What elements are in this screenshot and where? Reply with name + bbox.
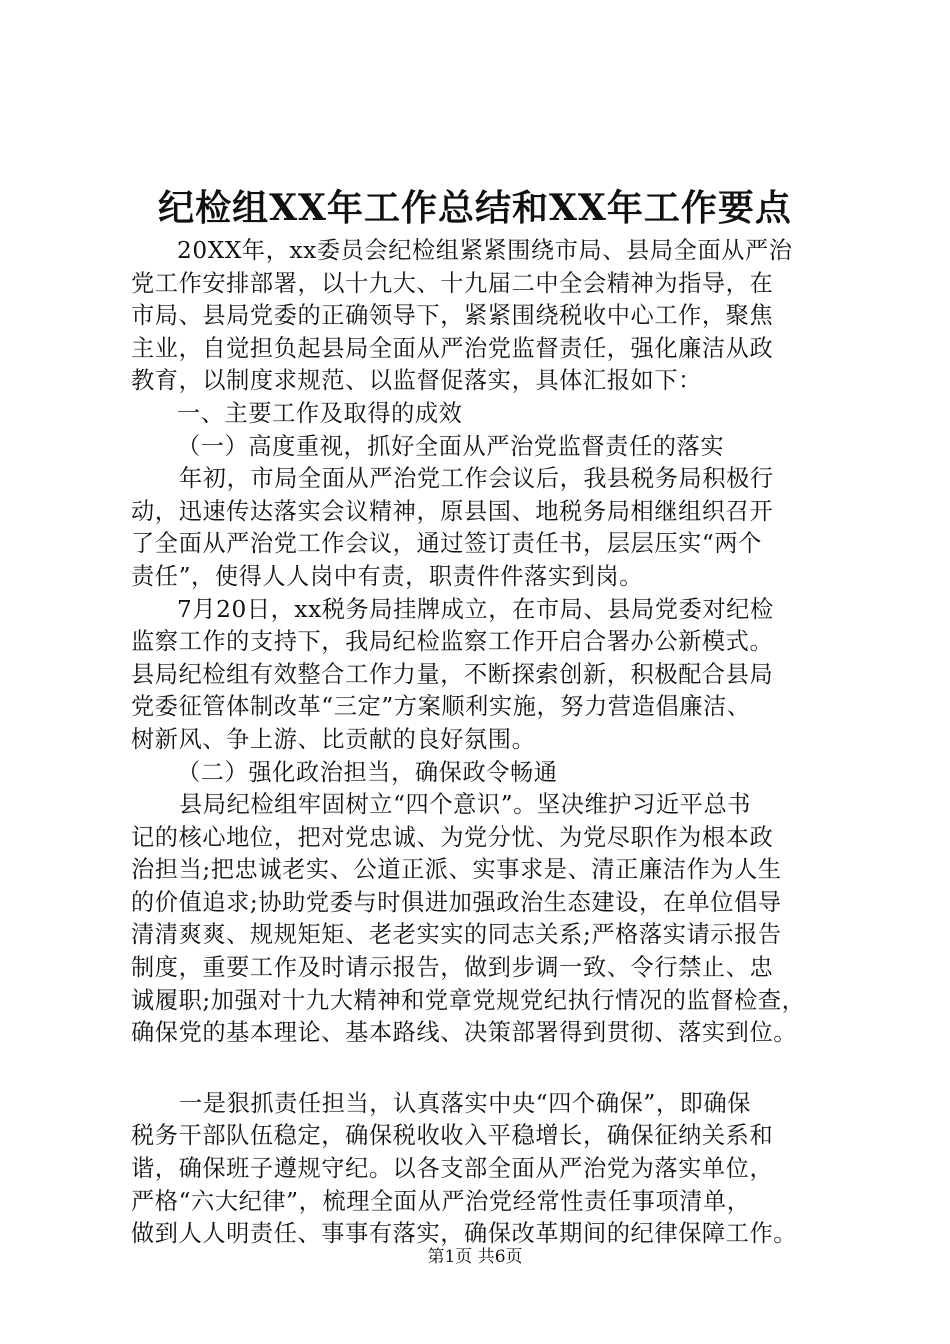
body-line: 治担当;把忠诚老实、公道正派、实事求是、清正廉洁作为人生 xyxy=(131,856,782,884)
document-body xyxy=(131,235,841,1251)
body-line: 的价值追求;协助党委与时俱进加强政治生态建设，在单位倡导 xyxy=(131,888,782,916)
body-line: 县局纪检组牢固树立“四个意识”。坚决维护习近平总书 xyxy=(179,791,752,819)
paragraph-gap xyxy=(131,1050,841,1088)
body-line: 党工作安排部署，以十九大、十九届二中全会精神为指导，在 xyxy=(131,269,774,297)
body-line: 树新风、争上游、比贡献的良好氛围。 xyxy=(131,725,536,753)
body-line: 谐，确保班子遵规守纪。以各支部全面从严治党为落实单位， xyxy=(131,1155,774,1183)
body-line: 税务干部队伍稳定，确保税收收入平稳增长，确保征纳关系和 xyxy=(131,1122,774,1150)
body-line: 严格“六大纪律”，梳理全面从严治党经常性责任事项清单， xyxy=(131,1187,751,1215)
body-line: 了全面从严治党工作会议，通过签订责任书，层层压实“两个 xyxy=(131,530,762,558)
body-line: 县局纪检组有效整合工作力量，不断探索创新，积极配合县局 xyxy=(131,660,774,688)
body-line: 记的核心地位，把对党忠诚、为党分忧、为党尽职作为根本政 xyxy=(131,823,774,851)
section-heading: 一、主要工作及取得的成效 xyxy=(177,399,463,427)
body-line: 一是狠抓责任担当，认真落实中央“四个确保”，即确保 xyxy=(179,1089,752,1117)
body-line: 做到人人明责任、事事有落实，确保改革期间的纪律保障工作。 xyxy=(131,1220,798,1248)
body-line: 诚履职;加强对十九大精神和党章党规党纪执行情况的监督检查， xyxy=(131,986,806,1014)
subsection-heading: （一）高度重视，抓好全面从严治党监督责任的落实 xyxy=(177,432,725,460)
body-line: 年初，市局全面从严治党工作会议后，我县税务局积极行 xyxy=(179,465,774,493)
subsection-heading: （二）强化政治担当，确保政令畅通 xyxy=(177,758,558,786)
body-line: 主业，自觉担负起县局全面从严治党监督责任，强化廉洁从政 xyxy=(131,334,774,362)
body-line: 清清爽爽、规规矩矩、老老实实的同志关系;严格落实请示报告 xyxy=(131,921,782,949)
document-title: 纪检组XX年工作总结和XX年工作要点 xyxy=(158,187,792,229)
body-line: 20XX年，xx委员会纪检组紧紧围绕市局、县局全面从严治 xyxy=(177,237,793,264)
body-line: 确保党的基本理论、基本路线、决策部署得到贯彻、落实到位。 xyxy=(131,1019,798,1047)
body-line: 7月20日，xx税务局挂牌成立，在市局、县局党委对纪检 xyxy=(177,595,774,623)
body-line: 责任”，使得人人岗中有责，职责件件落实到岗。 xyxy=(131,562,643,590)
page-number-footer: 第1页 共6页 xyxy=(427,1247,523,1267)
body-line: 监察工作的支持下，我局纪检监察工作开启合署办公新模式。 xyxy=(131,628,774,656)
body-line: 动，迅速传达落实会议精神，原县国、地税务局相继组织召开 xyxy=(131,497,774,525)
body-line: 党委征管体制改革“三定”方案顺利实施，努力营造倡廉洁、 xyxy=(131,693,751,721)
body-line: 制度，重要工作及时请示报告，做到步调一致、令行禁止、忠 xyxy=(131,954,774,982)
body-line: 教育，以制度求规范、以监督促落实，具体汇报如下： xyxy=(131,367,702,395)
body-line: 市局、县局党委的正确领导下，紧紧围绕税收中心工作，聚焦 xyxy=(131,302,774,330)
